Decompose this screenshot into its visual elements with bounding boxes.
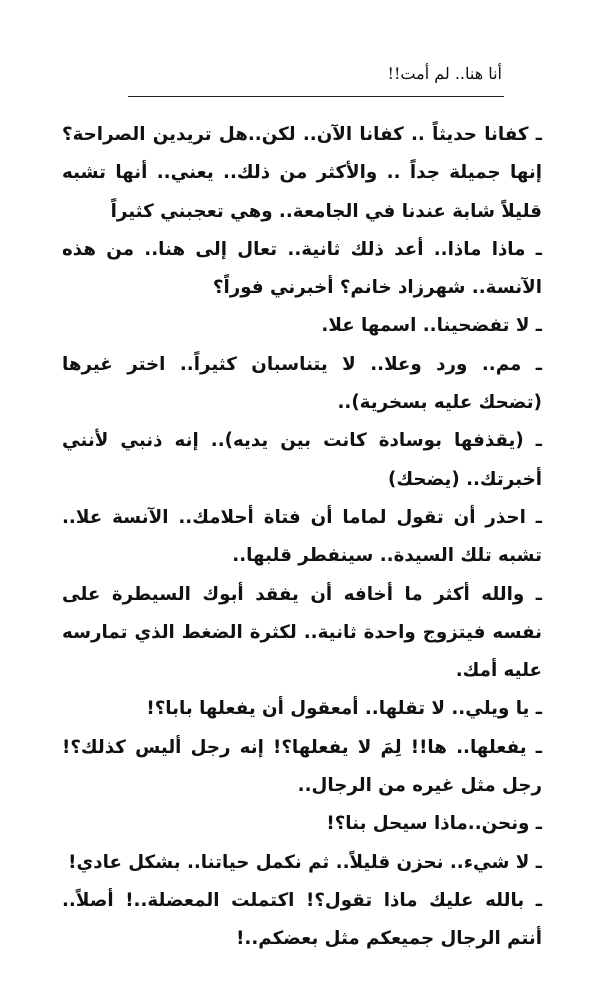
dialogue-paragraph: ـ احذر أن تقول لماما أن فتاة أحلامك.. الآنسة علا.. تشبه تلك السيدة.. سينفطر قلبها.. — [62, 506, 542, 567]
running-header: أنا هنا.. لم أمت!! — [387, 64, 502, 83]
dialogue-text — [62, 116, 542, 959]
dialogue-paragraph: ـ لا شيء.. نحزن قليلاً.. ثم نكمل حياتنا.. بشكل عادي! — [68, 851, 542, 873]
dialogue-paragraph: ـ (يقذفها بوسادة كانت بين يديه).. إنه ذنبي لأنني أخبرتك.. (يضحك) — [62, 430, 542, 490]
dialogue-paragraph: ـ والله أكثر ما أخافه أن يفقد أبوك السيطرة على نفسه فيتزوج واحدة ثانية.. لكثرة الضغط الذي تمارسه عليه أمك. — [62, 583, 542, 682]
dialogue-paragraph: ـ يفعلها.. ها!! لِمَ لا يفعلها؟! إنه رجل أليس كذلك؟! رجل مثل غيره من الرجال.. — [62, 736, 542, 797]
dialogue-paragraph: ـ مم.. ورد وعلا.. لا يتناسبان كثيراً.. اختر غيرها (تضحك عليه بسخرية).. — [62, 353, 542, 414]
dialogue-paragraph: ـ ماذا ماذا.. أعد ذلك ثانية.. تعال إلى هنا.. من هذه الآنسة.. شهرزاد خانم؟ أخبرني فوراً؟ — [62, 238, 542, 299]
dialogue-paragraph: ـ كفانا حديثاً .. كفانا الآن.. لكن..هل تريدين الصراحة؟ إنها جميلة جداً .. والأكثر من ذلك.. يعني.. أنها تشبه قليلاً شابة عندنا في الجامعة.. وهي تعجبني كثيراً — [62, 124, 542, 222]
dialogue-paragraph: ـ بالله عليك ماذا تقول؟! اكتملت المعضلة..! أصلاً.. أنتم الرجال جميعكم مثل بعضكم..! — [62, 889, 542, 950]
dialogue-paragraph: ـ ونحن..ماذا سيحل بنا؟! — [326, 813, 542, 835]
dialogue-paragraph: ـ لا تفضحينا.. اسمها علا. — [321, 315, 542, 337]
dialogue-paragraph: ـ يا ويلي.. لا تقلها.. أمعقول أن يفعلها بابا؟! — [146, 698, 542, 720]
header-rule — [128, 96, 504, 97]
